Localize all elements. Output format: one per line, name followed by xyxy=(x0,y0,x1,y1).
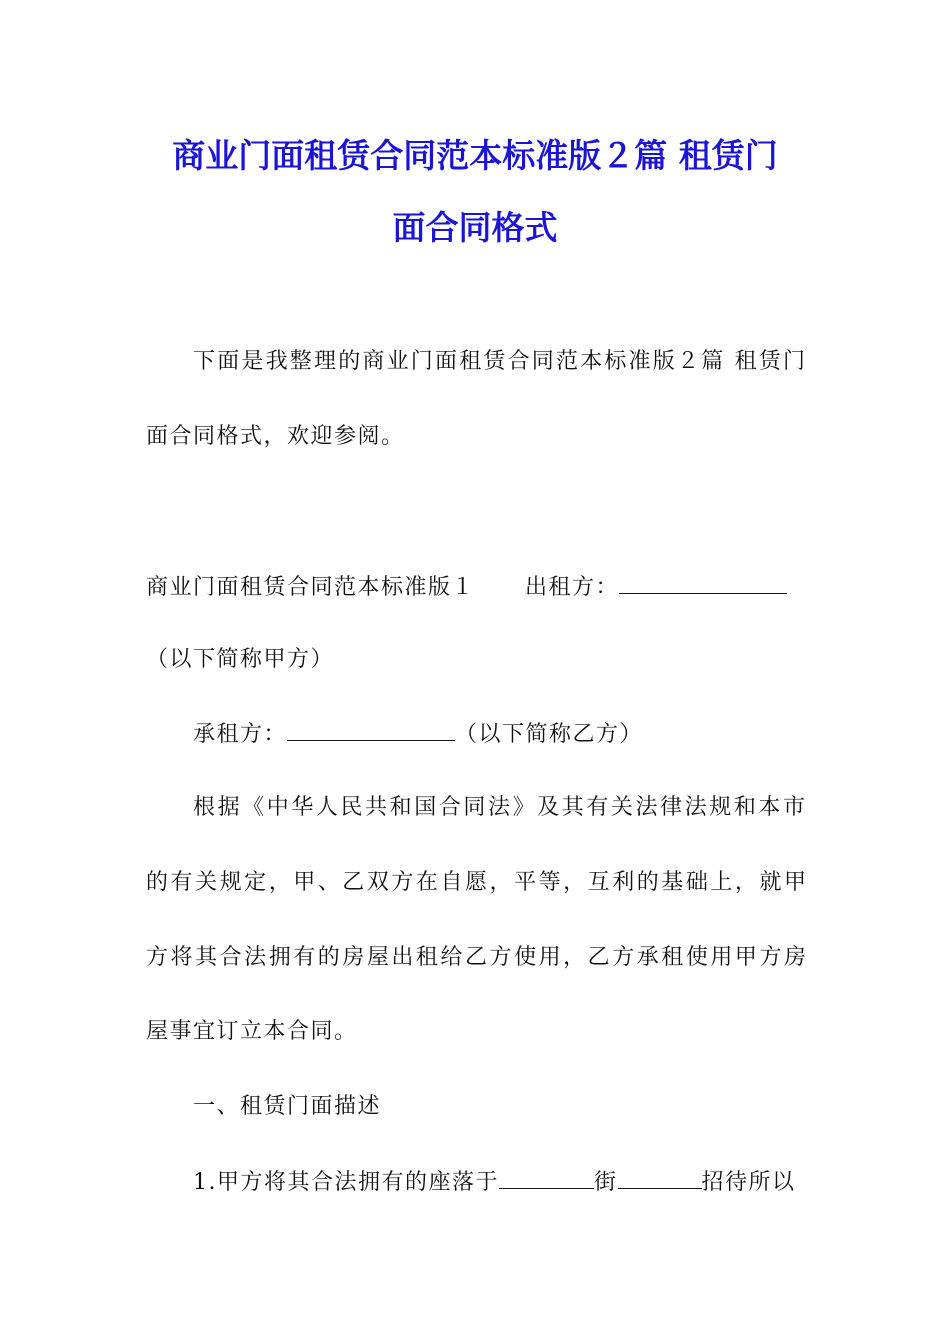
contract-heading: 商业门面租赁合同范本标准版１ xyxy=(146,575,476,600)
lessee-blank xyxy=(287,718,455,741)
intro-line-2: 面合同格式，欢迎参阅。 xyxy=(146,424,405,449)
lessee-note: （以下简称乙方） xyxy=(455,722,644,747)
contract-heading-row xyxy=(146,571,787,603)
basis-line-3: 方将其合法拥有的房屋出租给乙方使用，乙方承租使用甲方房 xyxy=(146,945,806,970)
document-title-line-2: 面合同格式 xyxy=(392,208,558,247)
lessor-label: 出租方： xyxy=(525,575,620,600)
lessee-label: 承租方： xyxy=(193,722,288,747)
document-title-line-1: 商业门面租赁合同范本标准版２篇 租赁门 xyxy=(172,136,778,175)
hostel-blank xyxy=(618,1166,702,1189)
item-1-part-1: 1.甲方将其合法拥有的座落于 xyxy=(193,1170,499,1195)
item-1-part-2: 街 xyxy=(594,1170,618,1195)
lessor-blank xyxy=(619,571,787,594)
section-1-title: 一、租赁门面描述 xyxy=(193,1094,382,1119)
lessor-note: （以下简称甲方） xyxy=(146,647,335,672)
item-1-part-3: 招待所以 xyxy=(701,1170,796,1195)
lessee-row xyxy=(193,718,643,750)
street-blank xyxy=(499,1166,594,1189)
item-1-line xyxy=(193,1166,796,1198)
basis-line-1: 根据《中华人民共和国合同法》及其有关法律法规和本市 xyxy=(193,795,805,820)
basis-line-4: 屋事宜订立本合同。 xyxy=(146,1019,358,1044)
intro-line-1: 下面是我整理的商业门面租赁合同范本标准版２篇 租赁门 xyxy=(193,349,805,374)
basis-line-2: 的有关规定，甲、乙双方在自愿，平等，互利的基础上，就甲 xyxy=(146,870,806,895)
